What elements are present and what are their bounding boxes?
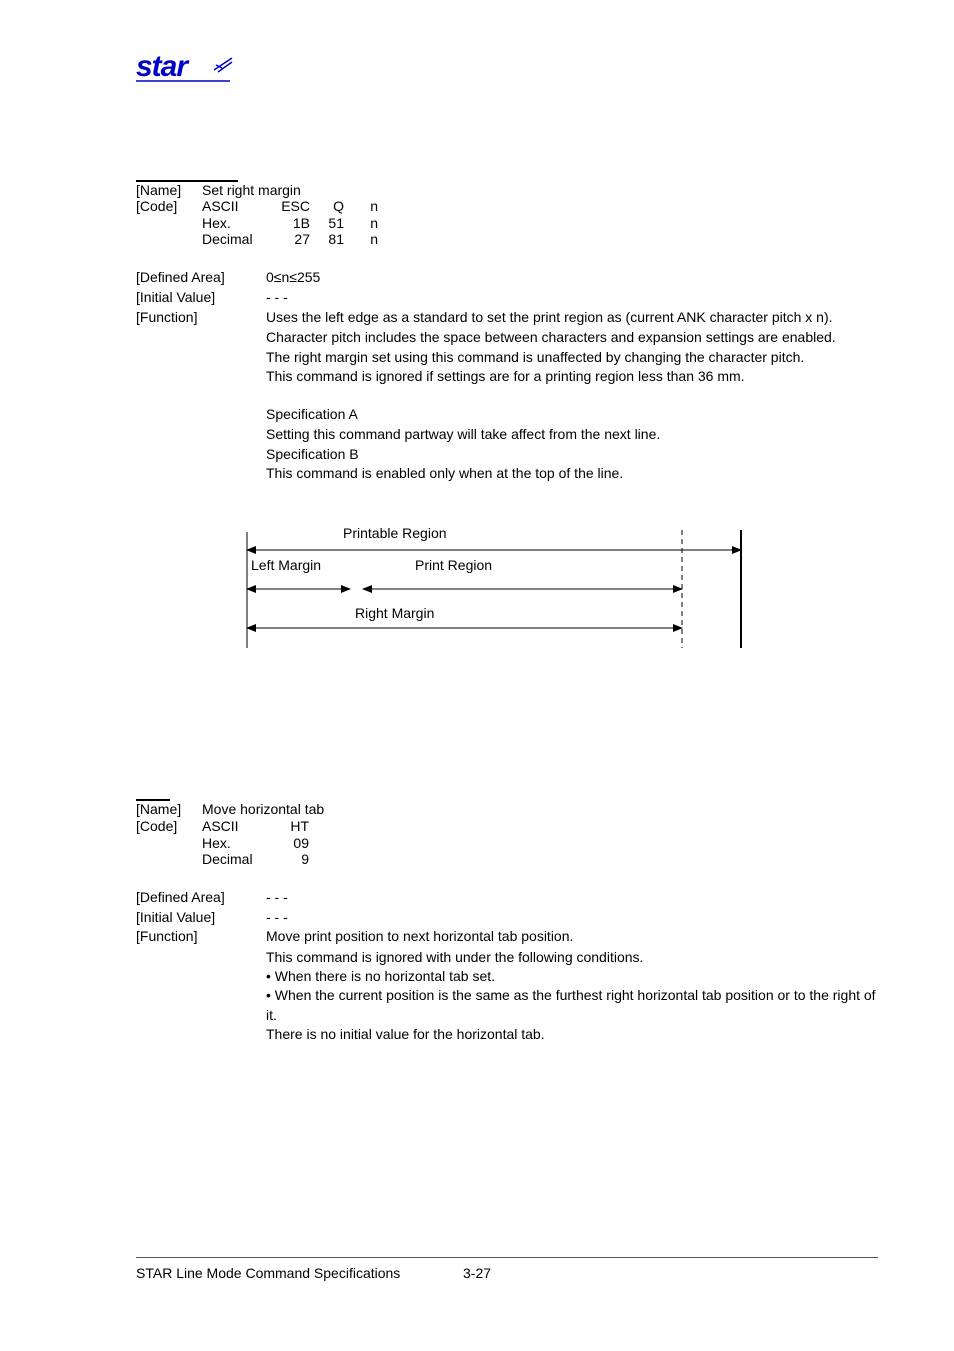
footer-title: STAR Line Mode Command Specifications — [136, 1265, 401, 1281]
code-label: [Code] — [136, 818, 178, 834]
code-row-c1: HT — [290, 818, 309, 834]
name-value: Set right margin — [202, 182, 301, 198]
code-row-c3: n — [370, 215, 378, 231]
code-row-c3: n — [370, 198, 378, 214]
name-value: Move horizontal tab — [202, 801, 325, 817]
code-row-c1: 27 — [294, 231, 310, 247]
defined-area-value: - - - — [266, 889, 288, 905]
footer-page-number: 3-27 — [463, 1265, 492, 1281]
initial-value-label: [Initial Value] — [136, 909, 216, 925]
code-row-label: Decimal — [202, 851, 253, 867]
function-line: Setting this command partway will take affect from the next line. — [266, 426, 661, 442]
function-line: Uses the left edge as a standard to set the print region as (current ANK character pitch x n). — [266, 309, 833, 325]
function-line: it. — [266, 1007, 277, 1023]
function-line: This command is ignored with under the following conditions. — [266, 949, 644, 965]
function-line: This command is ignored if settings are for a printing region less than 36 mm. — [266, 368, 745, 384]
code-row-label: Decimal — [202, 231, 253, 247]
defined-area-value: 0≤n≤255 — [266, 269, 321, 285]
code-row-label: Hex. — [202, 215, 231, 231]
initial-value-value: - - - — [266, 289, 288, 305]
code-row-c2: Q — [333, 198, 344, 214]
defined-area-label: [Defined Area] — [136, 889, 225, 905]
initial-value-label: [Initial Value] — [136, 289, 216, 305]
code-row-c1: 09 — [293, 835, 309, 851]
svg-text:star: star — [136, 52, 188, 83]
left-margin-label: Left Margin — [251, 557, 322, 573]
function-line: • When the current position is the same as the furthest right horizontal tab position or to the right of — [266, 987, 876, 1003]
print-region-label: Print Region — [415, 557, 493, 573]
code-row-c1: ESC — [281, 198, 310, 214]
function-label: [Function] — [136, 309, 198, 325]
printable-region-label: Printable Region — [343, 525, 447, 541]
function-line: • When there is no horizontal tab set. — [266, 968, 496, 984]
defined-area-label: [Defined Area] — [136, 269, 225, 285]
name-label: [Name] — [136, 801, 182, 817]
function-line: Specification B — [266, 446, 359, 462]
function-line: Move print position to next horizontal tab position. — [266, 928, 574, 944]
right-margin-label: Right Margin — [355, 605, 435, 621]
code-row-c2: 81 — [328, 231, 344, 247]
margin-diagram — [240, 524, 750, 657]
function-label: [Function] — [136, 928, 198, 944]
name-label: [Name] — [136, 182, 182, 198]
code-row-c1: 9 — [301, 851, 309, 867]
code-label: [Code] — [136, 198, 178, 214]
code-row-c2: 51 — [328, 215, 344, 231]
code-row-c1: 1B — [292, 215, 310, 231]
footer-rule — [136, 1257, 878, 1258]
function-line: There is no initial value for the horizontal tab. — [266, 1026, 545, 1042]
function-line: Character pitch includes the space between characters and expansion settings are enabled. — [266, 329, 836, 345]
code-row-label: ASCII — [202, 198, 239, 214]
initial-value-value: - - - — [266, 909, 288, 925]
code-row-label: Hex. — [202, 835, 231, 851]
star-logo — [136, 52, 236, 87]
function-line: Specification A — [266, 406, 358, 422]
code-row-c3: n — [370, 231, 378, 247]
function-line: The right margin set using this command is unaffected by changing the character pitch. — [266, 349, 805, 365]
code-row-label: ASCII — [202, 818, 239, 834]
function-line: This command is enabled only when at the top of the line. — [266, 465, 624, 481]
